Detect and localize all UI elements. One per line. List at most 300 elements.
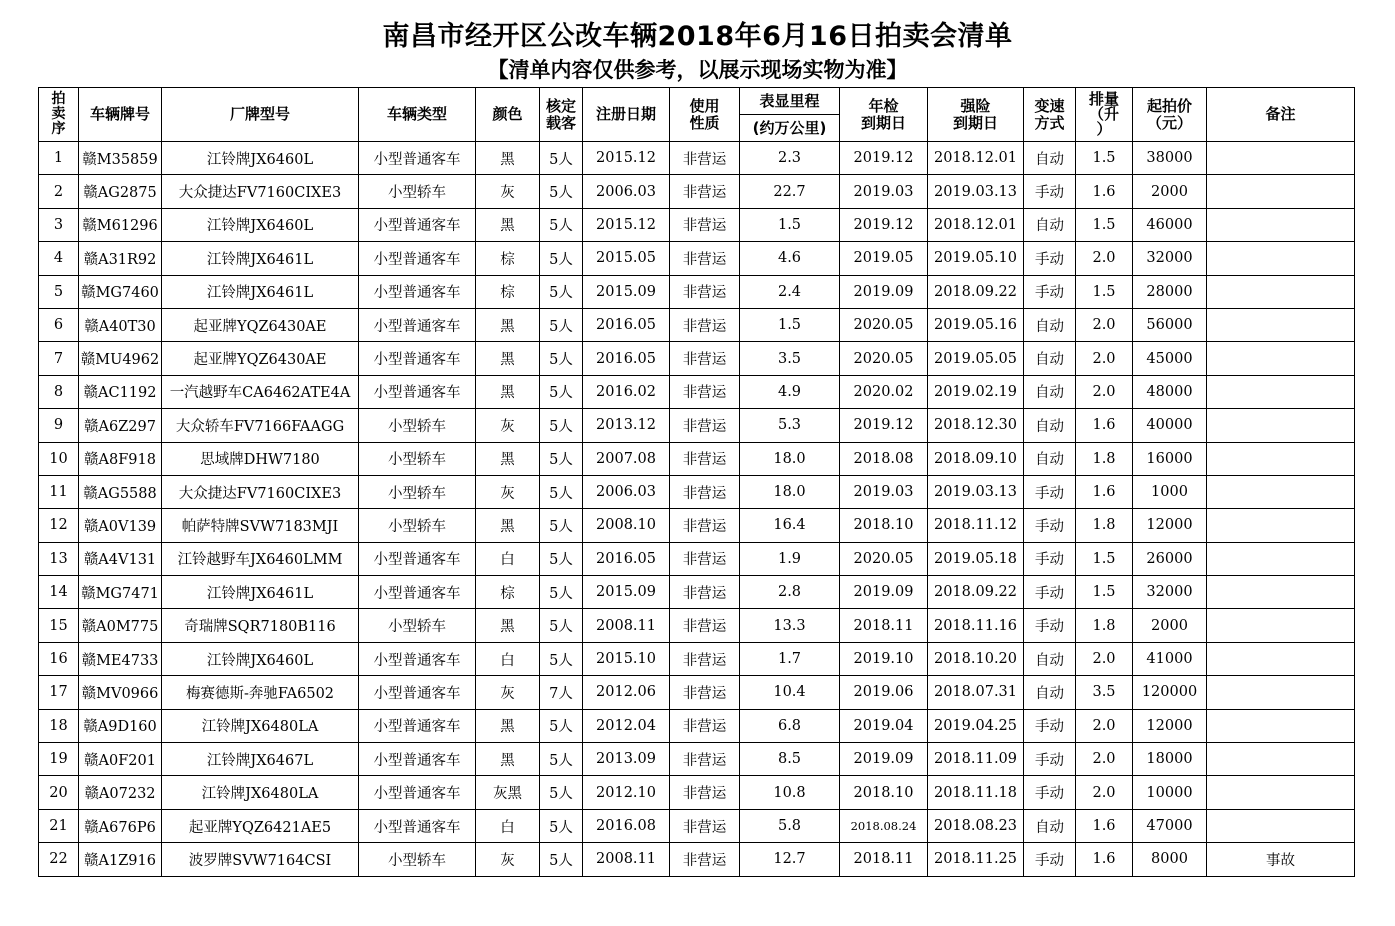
cell-gearbox: 自动 [1024, 409, 1076, 442]
table-row [39, 676, 1355, 709]
cell-start-price: 38000 [1133, 142, 1207, 175]
cell-gearbox: 自动 [1024, 442, 1076, 475]
cell-plate: 赣A8F918 [79, 442, 162, 475]
cell-reg-date: 2008.11 [583, 843, 670, 876]
cell-note [1207, 342, 1355, 375]
cell-seats: 5人 [540, 475, 583, 508]
cell-seats: 5人 [540, 642, 583, 675]
cell-note [1207, 509, 1355, 542]
cell-reg-date: 2015.05 [583, 242, 670, 275]
cell-mileage: 18.0 [740, 442, 840, 475]
cell-usage: 非营运 [670, 843, 740, 876]
cell-plate: 赣A0F201 [79, 743, 162, 776]
cell-model: 一汽越野车CA6462ATE4A [162, 375, 359, 408]
cell-mileage: 2.3 [740, 142, 840, 175]
page-title: 南昌市经开区公改车辆2018年6月16日拍卖会清单 [382, 21, 1013, 52]
cell-vehicle-type: 小型普通客车 [359, 676, 476, 709]
cell-mileage: 6.8 [740, 709, 840, 742]
table-body [39, 142, 1355, 877]
header-insurance: 强险 到期日 [928, 88, 1024, 142]
cell-note [1207, 442, 1355, 475]
cell-reg-date: 2013.12 [583, 409, 670, 442]
cell-vehicle-type: 小型普通客车 [359, 642, 476, 675]
cell-reg-date: 2016.05 [583, 542, 670, 575]
cell-start-price: 32000 [1133, 576, 1207, 609]
cell-reg-date: 2015.09 [583, 576, 670, 609]
cell-inspection: 2019.05 [840, 242, 928, 275]
cell-reg-date: 2012.10 [583, 776, 670, 809]
cell-usage: 非营运 [670, 208, 740, 241]
cell-color: 黑 [476, 308, 540, 341]
cell-plate: 赣AG2875 [79, 175, 162, 208]
header-mileage: 表显里程 [740, 88, 840, 115]
cell-usage: 非营运 [670, 175, 740, 208]
cell-plate: 赣MV0966 [79, 676, 162, 709]
cell-usage: 非营运 [670, 809, 740, 842]
cell-displacement: 2.0 [1076, 642, 1133, 675]
cell-displacement: 2.0 [1076, 776, 1133, 809]
cell-usage: 非营运 [670, 609, 740, 642]
cell-seq: 4 [39, 242, 79, 275]
cell-displacement: 2.0 [1076, 743, 1133, 776]
cell-displacement: 1.5 [1076, 275, 1133, 308]
cell-insurance: 2019.05.10 [928, 242, 1024, 275]
cell-vehicle-type: 小型普通客车 [359, 308, 476, 341]
cell-mileage: 4.9 [740, 375, 840, 408]
cell-vehicle-type: 小型普通客车 [359, 576, 476, 609]
cell-plate: 赣A676P6 [79, 809, 162, 842]
cell-seats: 5人 [540, 375, 583, 408]
cell-note: 事故 [1207, 843, 1355, 876]
cell-displacement: 1.8 [1076, 609, 1133, 642]
cell-gearbox: 自动 [1024, 676, 1076, 709]
cell-vehicle-type: 小型普通客车 [359, 342, 476, 375]
cell-start-price: 28000 [1133, 275, 1207, 308]
table-row [39, 576, 1355, 609]
table-row [39, 609, 1355, 642]
cell-inspection: 2019.10 [840, 642, 928, 675]
cell-reg-date: 2007.08 [583, 442, 670, 475]
cell-vehicle-type: 小型普通客车 [359, 743, 476, 776]
cell-plate: 赣A07232 [79, 776, 162, 809]
cell-model: 大众捷达FV7160CIXE3 [162, 175, 359, 208]
cell-reg-date: 2015.12 [583, 208, 670, 241]
cell-displacement: 1.5 [1076, 576, 1133, 609]
cell-plate: 赣MU4962 [79, 342, 162, 375]
cell-model: 梅赛德斯-奔驰FA6502 [162, 676, 359, 709]
header-color: 颜色 [476, 88, 540, 142]
cell-start-price: 10000 [1133, 776, 1207, 809]
cell-vehicle-type: 小型轿车 [359, 442, 476, 475]
cell-start-price: 26000 [1133, 542, 1207, 575]
cell-vehicle-type: 小型普通客车 [359, 142, 476, 175]
cell-gearbox: 手动 [1024, 509, 1076, 542]
cell-color: 灰 [476, 676, 540, 709]
cell-insurance: 2018.11.12 [928, 509, 1024, 542]
header-usage: 使用 性质 [670, 88, 740, 142]
cell-vehicle-type: 小型轿车 [359, 609, 476, 642]
cell-inspection: 2020.05 [840, 308, 928, 341]
cell-reg-date: 2006.03 [583, 175, 670, 208]
header-inspection: 年检 到期日 [840, 88, 928, 142]
cell-insurance: 2018.09.10 [928, 442, 1024, 475]
cell-seq: 13 [39, 542, 79, 575]
cell-plate: 赣MG7471 [79, 576, 162, 609]
cell-inspection: 2019.12 [840, 208, 928, 241]
cell-note [1207, 709, 1355, 742]
cell-color: 黑 [476, 442, 540, 475]
cell-note [1207, 142, 1355, 175]
cell-model: 江铃越野车JX6460LMM [162, 542, 359, 575]
cell-insurance: 2018.11.09 [928, 743, 1024, 776]
cell-seats: 5人 [540, 509, 583, 542]
cell-gearbox: 自动 [1024, 208, 1076, 241]
cell-vehicle-type: 小型轿车 [359, 509, 476, 542]
cell-displacement: 1.6 [1076, 843, 1133, 876]
cell-vehicle-type: 小型轿车 [359, 843, 476, 876]
cell-model: 大众轿车FV7166FAAGG [162, 409, 359, 442]
cell-seats: 5人 [540, 576, 583, 609]
header-gearbox: 变速 方式 [1024, 88, 1076, 142]
cell-insurance: 2018.11.18 [928, 776, 1024, 809]
cell-gearbox: 手动 [1024, 542, 1076, 575]
cell-vehicle-type: 小型普通客车 [359, 242, 476, 275]
cell-plate: 赣A0V139 [79, 509, 162, 542]
cell-mileage: 10.4 [740, 676, 840, 709]
cell-plate: 赣A4V131 [79, 542, 162, 575]
table-row [39, 743, 1355, 776]
cell-insurance: 2019.02.19 [928, 375, 1024, 408]
cell-inspection: 2018.11 [840, 843, 928, 876]
cell-seq: 9 [39, 409, 79, 442]
cell-seats: 5人 [540, 342, 583, 375]
cell-start-price: 18000 [1133, 743, 1207, 776]
cell-vehicle-type: 小型普通客车 [359, 208, 476, 241]
cell-color: 灰 [476, 475, 540, 508]
cell-vehicle-type: 小型普通客车 [359, 542, 476, 575]
cell-seats: 5人 [540, 142, 583, 175]
cell-reg-date: 2012.04 [583, 709, 670, 742]
cell-model: 江铃牌JX6461L [162, 242, 359, 275]
cell-vehicle-type: 小型轿车 [359, 175, 476, 208]
cell-model: 起亚牌YQZ6430AE [162, 308, 359, 341]
cell-gearbox: 自动 [1024, 809, 1076, 842]
cell-model: 起亚牌YQZ6430AE [162, 342, 359, 375]
cell-displacement: 1.8 [1076, 509, 1133, 542]
cell-insurance: 2018.09.22 [928, 275, 1024, 308]
cell-color: 白 [476, 642, 540, 675]
table-row [39, 175, 1355, 208]
cell-seq: 2 [39, 175, 79, 208]
cell-plate: 赣A31R92 [79, 242, 162, 275]
table-row [39, 375, 1355, 408]
table-row [39, 843, 1355, 876]
cell-gearbox: 手动 [1024, 609, 1076, 642]
cell-displacement: 1.6 [1076, 809, 1133, 842]
cell-seats: 5人 [540, 542, 583, 575]
cell-seats: 5人 [540, 843, 583, 876]
cell-mileage: 13.3 [740, 609, 840, 642]
table-row [39, 275, 1355, 308]
cell-color: 黑 [476, 208, 540, 241]
cell-vehicle-type: 小型普通客车 [359, 709, 476, 742]
auction-list-table [38, 87, 1355, 877]
cell-reg-date: 2015.09 [583, 275, 670, 308]
cell-usage: 非营运 [670, 709, 740, 742]
cell-seq: 14 [39, 576, 79, 609]
cell-inspection: 2019.12 [840, 142, 928, 175]
cell-reg-date: 2006.03 [583, 475, 670, 508]
cell-usage: 非营运 [670, 542, 740, 575]
cell-note [1207, 542, 1355, 575]
cell-note [1207, 743, 1355, 776]
cell-mileage: 16.4 [740, 509, 840, 542]
cell-start-price: 46000 [1133, 208, 1207, 241]
cell-mileage: 10.8 [740, 776, 840, 809]
cell-inspection: 2018.10 [840, 776, 928, 809]
table-row [39, 709, 1355, 742]
cell-vehicle-type: 小型轿车 [359, 475, 476, 508]
cell-seats: 5人 [540, 175, 583, 208]
cell-plate: 赣A6Z297 [79, 409, 162, 442]
cell-color: 棕 [476, 576, 540, 609]
cell-model: 江铃牌JX6467L [162, 743, 359, 776]
cell-color: 棕 [476, 275, 540, 308]
cell-model: 起亚牌YQZ6421AE5 [162, 809, 359, 842]
cell-usage: 非营运 [670, 776, 740, 809]
cell-seats: 5人 [540, 609, 583, 642]
cell-usage: 非营运 [670, 509, 740, 542]
cell-inspection: 2018.10 [840, 509, 928, 542]
cell-reg-date: 2015.10 [583, 642, 670, 675]
cell-plate: 赣MG7460 [79, 275, 162, 308]
cell-color: 棕 [476, 242, 540, 275]
cell-mileage: 8.5 [740, 743, 840, 776]
cell-mileage: 5.8 [740, 809, 840, 842]
cell-note [1207, 308, 1355, 341]
cell-color: 黑 [476, 609, 540, 642]
cell-seq: 8 [39, 375, 79, 408]
cell-reg-date: 2008.10 [583, 509, 670, 542]
cell-inspection: 2018.08.24 [840, 809, 928, 842]
cell-insurance: 2018.12.01 [928, 208, 1024, 241]
cell-usage: 非营运 [670, 409, 740, 442]
cell-color: 黑 [476, 342, 540, 375]
cell-vehicle-type: 小型轿车 [359, 409, 476, 442]
cell-gearbox: 手动 [1024, 175, 1076, 208]
cell-mileage: 1.9 [740, 542, 840, 575]
cell-note [1207, 676, 1355, 709]
cell-gearbox: 手动 [1024, 709, 1076, 742]
cell-insurance: 2019.05.18 [928, 542, 1024, 575]
cell-vehicle-type: 小型普通客车 [359, 809, 476, 842]
page-subtitle: 【清单内容仅供参考，以展示现场实物为准】 [487, 58, 908, 82]
cell-seq: 3 [39, 208, 79, 241]
cell-reg-date: 2016.08 [583, 809, 670, 842]
cell-usage: 非营运 [670, 676, 740, 709]
cell-note [1207, 275, 1355, 308]
cell-gearbox: 自动 [1024, 142, 1076, 175]
cell-plate: 赣A1Z916 [79, 843, 162, 876]
cell-note [1207, 475, 1355, 508]
cell-seq: 22 [39, 843, 79, 876]
cell-start-price: 56000 [1133, 308, 1207, 341]
cell-insurance: 2019.03.13 [928, 175, 1024, 208]
cell-note [1207, 242, 1355, 275]
cell-color: 黑 [476, 142, 540, 175]
cell-color: 黑 [476, 743, 540, 776]
header-seats: 核定 载客 [540, 88, 583, 142]
cell-reg-date: 2013.09 [583, 743, 670, 776]
cell-reg-date: 2016.05 [583, 342, 670, 375]
cell-gearbox: 手动 [1024, 843, 1076, 876]
cell-seq: 15 [39, 609, 79, 642]
cell-mileage: 2.8 [740, 576, 840, 609]
table-row [39, 409, 1355, 442]
cell-model: 江铃牌JX6461L [162, 275, 359, 308]
table-row [39, 475, 1355, 508]
cell-inspection: 2018.11 [840, 609, 928, 642]
cell-seq: 1 [39, 142, 79, 175]
cell-seats: 7人 [540, 676, 583, 709]
cell-usage: 非营运 [670, 475, 740, 508]
cell-usage: 非营运 [670, 442, 740, 475]
cell-mileage: 1.7 [740, 642, 840, 675]
header-mileage-unit: (约万公里) [740, 115, 840, 142]
cell-start-price: 41000 [1133, 642, 1207, 675]
cell-plate: 赣A40T30 [79, 308, 162, 341]
cell-gearbox: 自动 [1024, 642, 1076, 675]
table-row [39, 442, 1355, 475]
cell-inspection: 2019.03 [840, 475, 928, 508]
table-row [39, 242, 1355, 275]
cell-vehicle-type: 小型普通客车 [359, 275, 476, 308]
cell-inspection: 2019.09 [840, 576, 928, 609]
cell-displacement: 1.5 [1076, 208, 1133, 241]
header-model: 厂牌型号 [162, 88, 359, 142]
cell-start-price: 1000 [1133, 475, 1207, 508]
cell-color: 灰 [476, 175, 540, 208]
cell-inspection: 2019.04 [840, 709, 928, 742]
cell-insurance: 2018.11.25 [928, 843, 1024, 876]
cell-model: 波罗牌SVW7164CSI [162, 843, 359, 876]
header-displacement: 排量 （升 ） [1076, 88, 1133, 142]
cell-start-price: 2000 [1133, 175, 1207, 208]
cell-color: 灰 [476, 409, 540, 442]
cell-insurance: 2018.07.31 [928, 676, 1024, 709]
cell-mileage: 4.6 [740, 242, 840, 275]
cell-color: 黑 [476, 509, 540, 542]
cell-reg-date: 2016.05 [583, 308, 670, 341]
cell-gearbox: 自动 [1024, 375, 1076, 408]
header-note: 备注 [1207, 88, 1355, 142]
cell-inspection: 2020.02 [840, 375, 928, 408]
cell-displacement: 2.0 [1076, 342, 1133, 375]
cell-seq: 7 [39, 342, 79, 375]
cell-usage: 非营运 [670, 642, 740, 675]
header-vehicle-type: 车辆类型 [359, 88, 476, 142]
cell-seq: 17 [39, 676, 79, 709]
cell-insurance: 2018.08.23 [928, 809, 1024, 842]
cell-model: 思域牌DHW7180 [162, 442, 359, 475]
cell-start-price: 2000 [1133, 609, 1207, 642]
cell-model: 江铃牌JX6461L [162, 576, 359, 609]
cell-model: 江铃牌JX6460L [162, 642, 359, 675]
cell-inspection: 2019.09 [840, 275, 928, 308]
cell-start-price: 8000 [1133, 843, 1207, 876]
cell-displacement: 1.6 [1076, 475, 1133, 508]
cell-displacement: 2.0 [1076, 308, 1133, 341]
table-row [39, 208, 1355, 241]
cell-note [1207, 576, 1355, 609]
cell-gearbox: 自动 [1024, 308, 1076, 341]
cell-note [1207, 609, 1355, 642]
cell-reg-date: 2008.11 [583, 609, 670, 642]
cell-gearbox: 手动 [1024, 475, 1076, 508]
cell-plate: 赣M61296 [79, 208, 162, 241]
cell-seats: 5人 [540, 776, 583, 809]
cell-vehicle-type: 小型普通客车 [359, 776, 476, 809]
cell-seats: 5人 [540, 809, 583, 842]
header-seq: 拍卖序 [39, 88, 79, 142]
cell-color: 白 [476, 542, 540, 575]
header-start-price: 起拍价 （元） [1133, 88, 1207, 142]
cell-seats: 5人 [540, 709, 583, 742]
cell-seq: 6 [39, 308, 79, 341]
cell-mileage: 1.5 [740, 208, 840, 241]
table-row [39, 509, 1355, 542]
cell-color: 灰黑 [476, 776, 540, 809]
cell-mileage: 5.3 [740, 409, 840, 442]
cell-start-price: 12000 [1133, 509, 1207, 542]
cell-seats: 5人 [540, 442, 583, 475]
cell-gearbox: 手动 [1024, 743, 1076, 776]
cell-usage: 非营运 [670, 308, 740, 341]
cell-seats: 5人 [540, 308, 583, 341]
cell-seats: 5人 [540, 242, 583, 275]
cell-model: 江铃牌JX6460L [162, 142, 359, 175]
cell-mileage: 1.5 [740, 308, 840, 341]
cell-model: 大众捷达FV7160CIXE3 [162, 475, 359, 508]
cell-start-price: 40000 [1133, 409, 1207, 442]
cell-inspection: 2019.12 [840, 409, 928, 442]
table-row [39, 809, 1355, 842]
cell-reg-date: 2012.06 [583, 676, 670, 709]
cell-vehicle-type: 小型普通客车 [359, 375, 476, 408]
cell-gearbox: 手动 [1024, 576, 1076, 609]
cell-mileage: 22.7 [740, 175, 840, 208]
cell-start-price: 47000 [1133, 809, 1207, 842]
cell-usage: 非营运 [670, 142, 740, 175]
cell-color: 灰 [476, 843, 540, 876]
cell-displacement: 1.8 [1076, 442, 1133, 475]
cell-insurance: 2019.05.05 [928, 342, 1024, 375]
table-header [39, 88, 1355, 142]
cell-insurance: 2019.03.13 [928, 475, 1024, 508]
cell-insurance: 2019.04.25 [928, 709, 1024, 742]
cell-gearbox: 自动 [1024, 342, 1076, 375]
cell-gearbox: 手动 [1024, 275, 1076, 308]
cell-inspection: 2019.09 [840, 743, 928, 776]
table-row [39, 308, 1355, 341]
cell-seq: 10 [39, 442, 79, 475]
cell-seq: 5 [39, 275, 79, 308]
table-row [39, 342, 1355, 375]
cell-plate: 赣AG5588 [79, 475, 162, 508]
cell-displacement: 1.6 [1076, 409, 1133, 442]
cell-start-price: 32000 [1133, 242, 1207, 275]
cell-reg-date: 2016.02 [583, 375, 670, 408]
